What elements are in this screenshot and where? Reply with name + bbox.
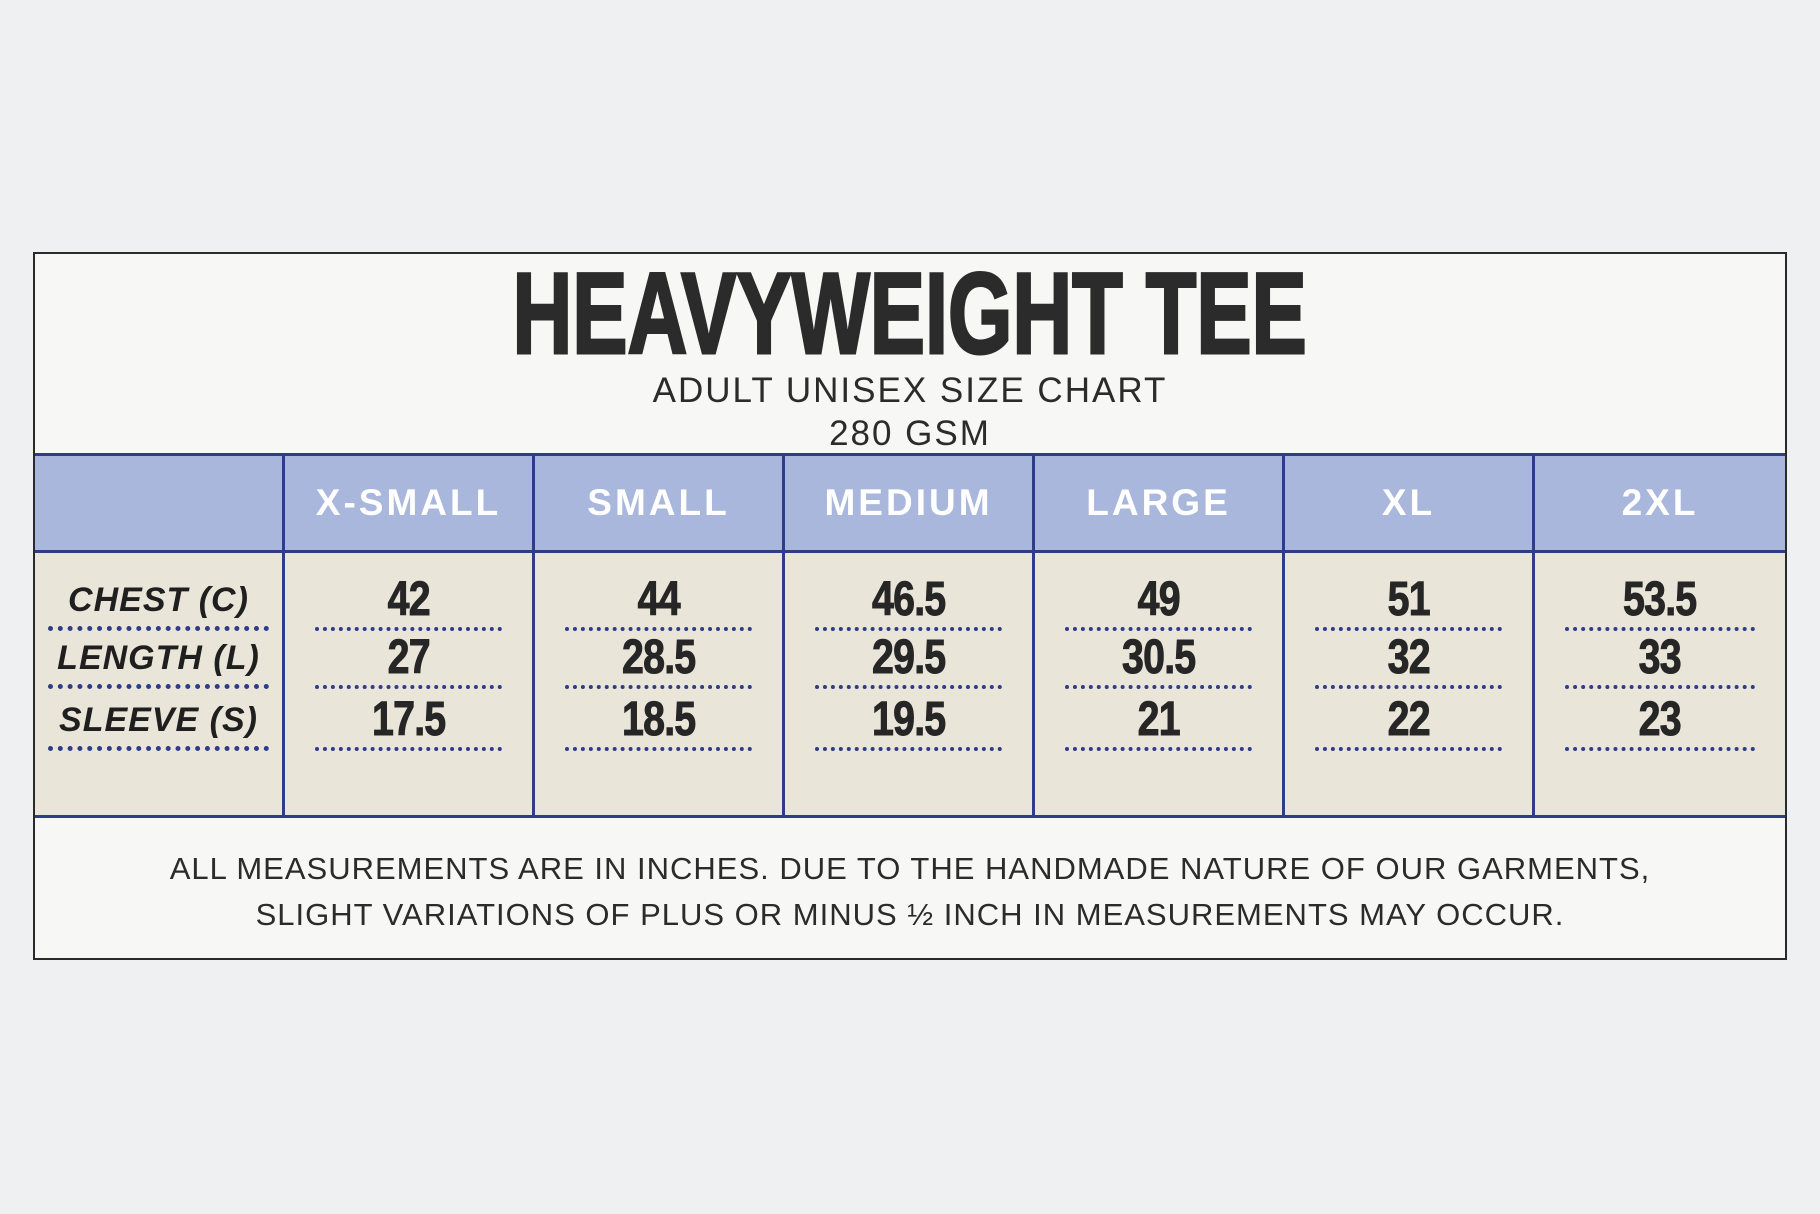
- column-2xl: [1535, 553, 1785, 815]
- value-line: [1565, 557, 1755, 631]
- value-sleeve-2xl: 23: [1638, 693, 1682, 746]
- column-header-medium: MEDIUM: [785, 456, 1035, 553]
- value-chest-medium: 46.5: [871, 573, 946, 626]
- column-header-large: LARGE: [1035, 456, 1285, 553]
- value-line: [315, 689, 502, 751]
- size-table: [35, 453, 1785, 818]
- value-line: [1565, 631, 1755, 689]
- value-length-small: 28.5: [621, 631, 696, 684]
- chart-weight: 280 GSM: [829, 414, 991, 454]
- value-sleeve-small: 18.5: [621, 693, 696, 746]
- value-chest-2xl: 53.5: [1623, 573, 1697, 626]
- column-header-small: SMALL: [535, 456, 785, 553]
- value-line: [1065, 631, 1252, 689]
- value-line: [1565, 689, 1755, 751]
- value-chest-small: 44: [637, 573, 680, 626]
- value-line: [1315, 689, 1502, 751]
- column-xl: [1285, 553, 1535, 815]
- value-line: [815, 557, 1002, 631]
- value-line: [565, 631, 752, 689]
- chart-subtitle: ADULT UNISEX SIZE CHART: [652, 371, 1168, 411]
- value-length-xsmall: 27: [387, 631, 430, 684]
- row-label-line: [48, 689, 269, 751]
- corner-cell: [35, 456, 285, 553]
- value-line: [1315, 631, 1502, 689]
- value-sleeve-medium: 19.5: [871, 693, 946, 746]
- disclaimer-line-2: SLIGHT VARIATIONS OF PLUS OR MINUS ½ INCH IN MEASUREMENTS MAY OCCUR.: [255, 896, 1565, 932]
- row-label-chest: CHEST (C): [68, 581, 249, 620]
- value-chest-xl: 51: [1387, 573, 1430, 626]
- row-label-line: [48, 631, 269, 689]
- value-line: [815, 631, 1002, 689]
- value-length-medium: 29.5: [871, 631, 946, 684]
- value-line: [1065, 689, 1252, 751]
- column-header-x-small: X-SMALL: [285, 456, 535, 553]
- value-length-xl: 32: [1387, 631, 1430, 684]
- column-header-xl: XL: [1285, 456, 1535, 553]
- value-chest-large: 49: [1137, 573, 1180, 626]
- row-label-column: [35, 553, 285, 815]
- value-line: [315, 631, 502, 689]
- size-chart-card: [33, 252, 1787, 960]
- value-chest-xsmall: 42: [387, 573, 430, 626]
- value-sleeve-xl: 22: [1387, 693, 1430, 746]
- value-line: [1065, 557, 1252, 631]
- measurement-disclaimer: [35, 846, 1785, 937]
- value-sleeve-xsmall: 17.5: [371, 693, 446, 746]
- value-line: [565, 557, 752, 631]
- value-length-2xl: 33: [1638, 631, 1682, 684]
- value-sleeve-large: 21: [1137, 693, 1180, 746]
- row-label-line: [48, 557, 269, 631]
- column-small: [535, 553, 785, 815]
- value-line: [315, 557, 502, 631]
- disclaimer-line-1: ALL MEASUREMENTS ARE IN INCHES. DUE TO THE HANDMADE NATURE OF OUR GARMENTS,: [169, 851, 1651, 886]
- column-x-small: [285, 553, 535, 815]
- value-length-large: 30.5: [1121, 631, 1196, 684]
- value-line: [815, 689, 1002, 751]
- row-label-length: LENGTH (L): [57, 639, 260, 678]
- column-header-2xl: 2XL: [1535, 456, 1785, 553]
- column-large: [1035, 553, 1285, 815]
- column-medium: [785, 553, 1035, 815]
- value-line: [565, 689, 752, 751]
- title-block: [35, 250, 1785, 454]
- chart-title: HEAVYWEIGHT TEE: [512, 250, 1308, 378]
- value-line: [1315, 557, 1502, 631]
- row-label-sleeve: SLEEVE (S): [59, 701, 258, 740]
